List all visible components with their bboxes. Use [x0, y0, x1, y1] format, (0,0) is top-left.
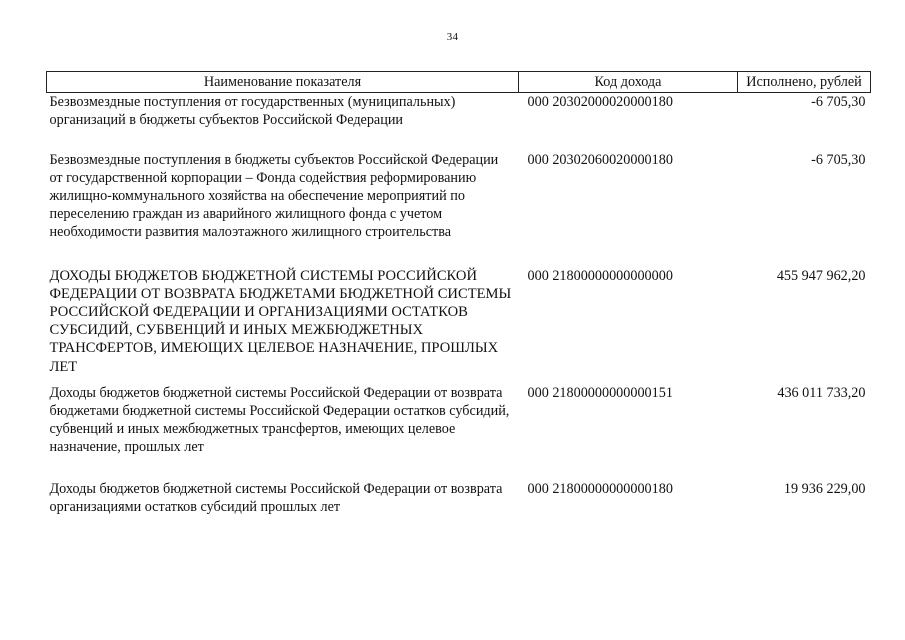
table-row	[47, 480, 871, 520]
table-row	[47, 151, 871, 267]
table-header	[47, 72, 871, 93]
header-income-code: Код дохода	[519, 72, 738, 93]
indicator-name: Безвозмездные поступления в бюджеты субъектов Российской Федерации от государственной корпорации – Фонда содействия реформированию жилищно-коммунального хозяйства на обеспечение мероприятий по переселению граждан из аварийного жилищного фонда с учетом необходимости развития малоэтажного жилищного строительства	[49, 151, 499, 241]
revenue-table	[46, 71, 871, 520]
income-code: 000 20302060020000180	[527, 151, 673, 168]
indicator-name: Доходы бюджетов бюджетной системы Российской Федерации от возврата организациями остатков субсидий прошлых лет	[49, 480, 503, 515]
indicator-name: Доходы бюджетов бюджетной системы Российской Федерации от возврата бюджетами бюджетной системы Российской Федерации остатков субсидий, субвенций и иных межбюджетных трансфертов, имеющих целевое назначение, прошлых лет	[49, 384, 510, 456]
table-body	[47, 93, 871, 520]
header-executed-amount: Исполнено, рублей	[738, 72, 871, 93]
indicator-name: ДОХОДЫ БЮДЖЕТОВ БЮДЖЕТНОЙ СИСТЕМЫ РОССИЙСКОЙ ФЕДЕРАЦИИ ОТ ВОЗВРАТА БЮДЖЕТАМИ БЮДЖЕТНОЙ СИСТЕМЫ РОССИЙСКОЙ ФЕДЕРАЦИИ И ОРГАНИЗАЦИЯМИ ОСТАТКОВ СУБСИДИЙ, СУБВЕНЦИЙ И ИНЫХ МЕЖБЮДЖЕТНЫХ ТРАНСФЕРТОВ, ИМЕЮЩИХ ЦЕЛЕВОЕ НАЗНАЧЕНИЕ, ПРОШЛЫХ ЛЕТ	[49, 267, 512, 375]
executed-amount: 19 936 229,00	[783, 480, 866, 497]
header-indicator-name: Наименование показателя	[47, 72, 519, 93]
table-row	[47, 93, 871, 151]
executed-amount: -6 705,30	[811, 94, 866, 110]
executed-amount: 436 011 733,20	[777, 384, 866, 401]
income-code: 000 20302000020000180	[527, 94, 673, 110]
header-row	[47, 72, 871, 93]
indicator-name: Безвозмездные поступления от государственных (муниципальных) организаций в бюджеты субъектов Российской Федерации	[49, 94, 456, 129]
table-row	[47, 267, 871, 384]
executed-amount: -6 705,30	[811, 151, 866, 168]
page-number: 34	[446, 31, 459, 43]
executed-amount: 455 947 962,20	[776, 267, 866, 284]
income-code: 000 21800000000000000	[527, 267, 673, 284]
table-row	[47, 384, 871, 480]
income-code: 000 21800000000000180	[527, 480, 673, 497]
income-code: 000 21800000000000151	[527, 384, 673, 401]
